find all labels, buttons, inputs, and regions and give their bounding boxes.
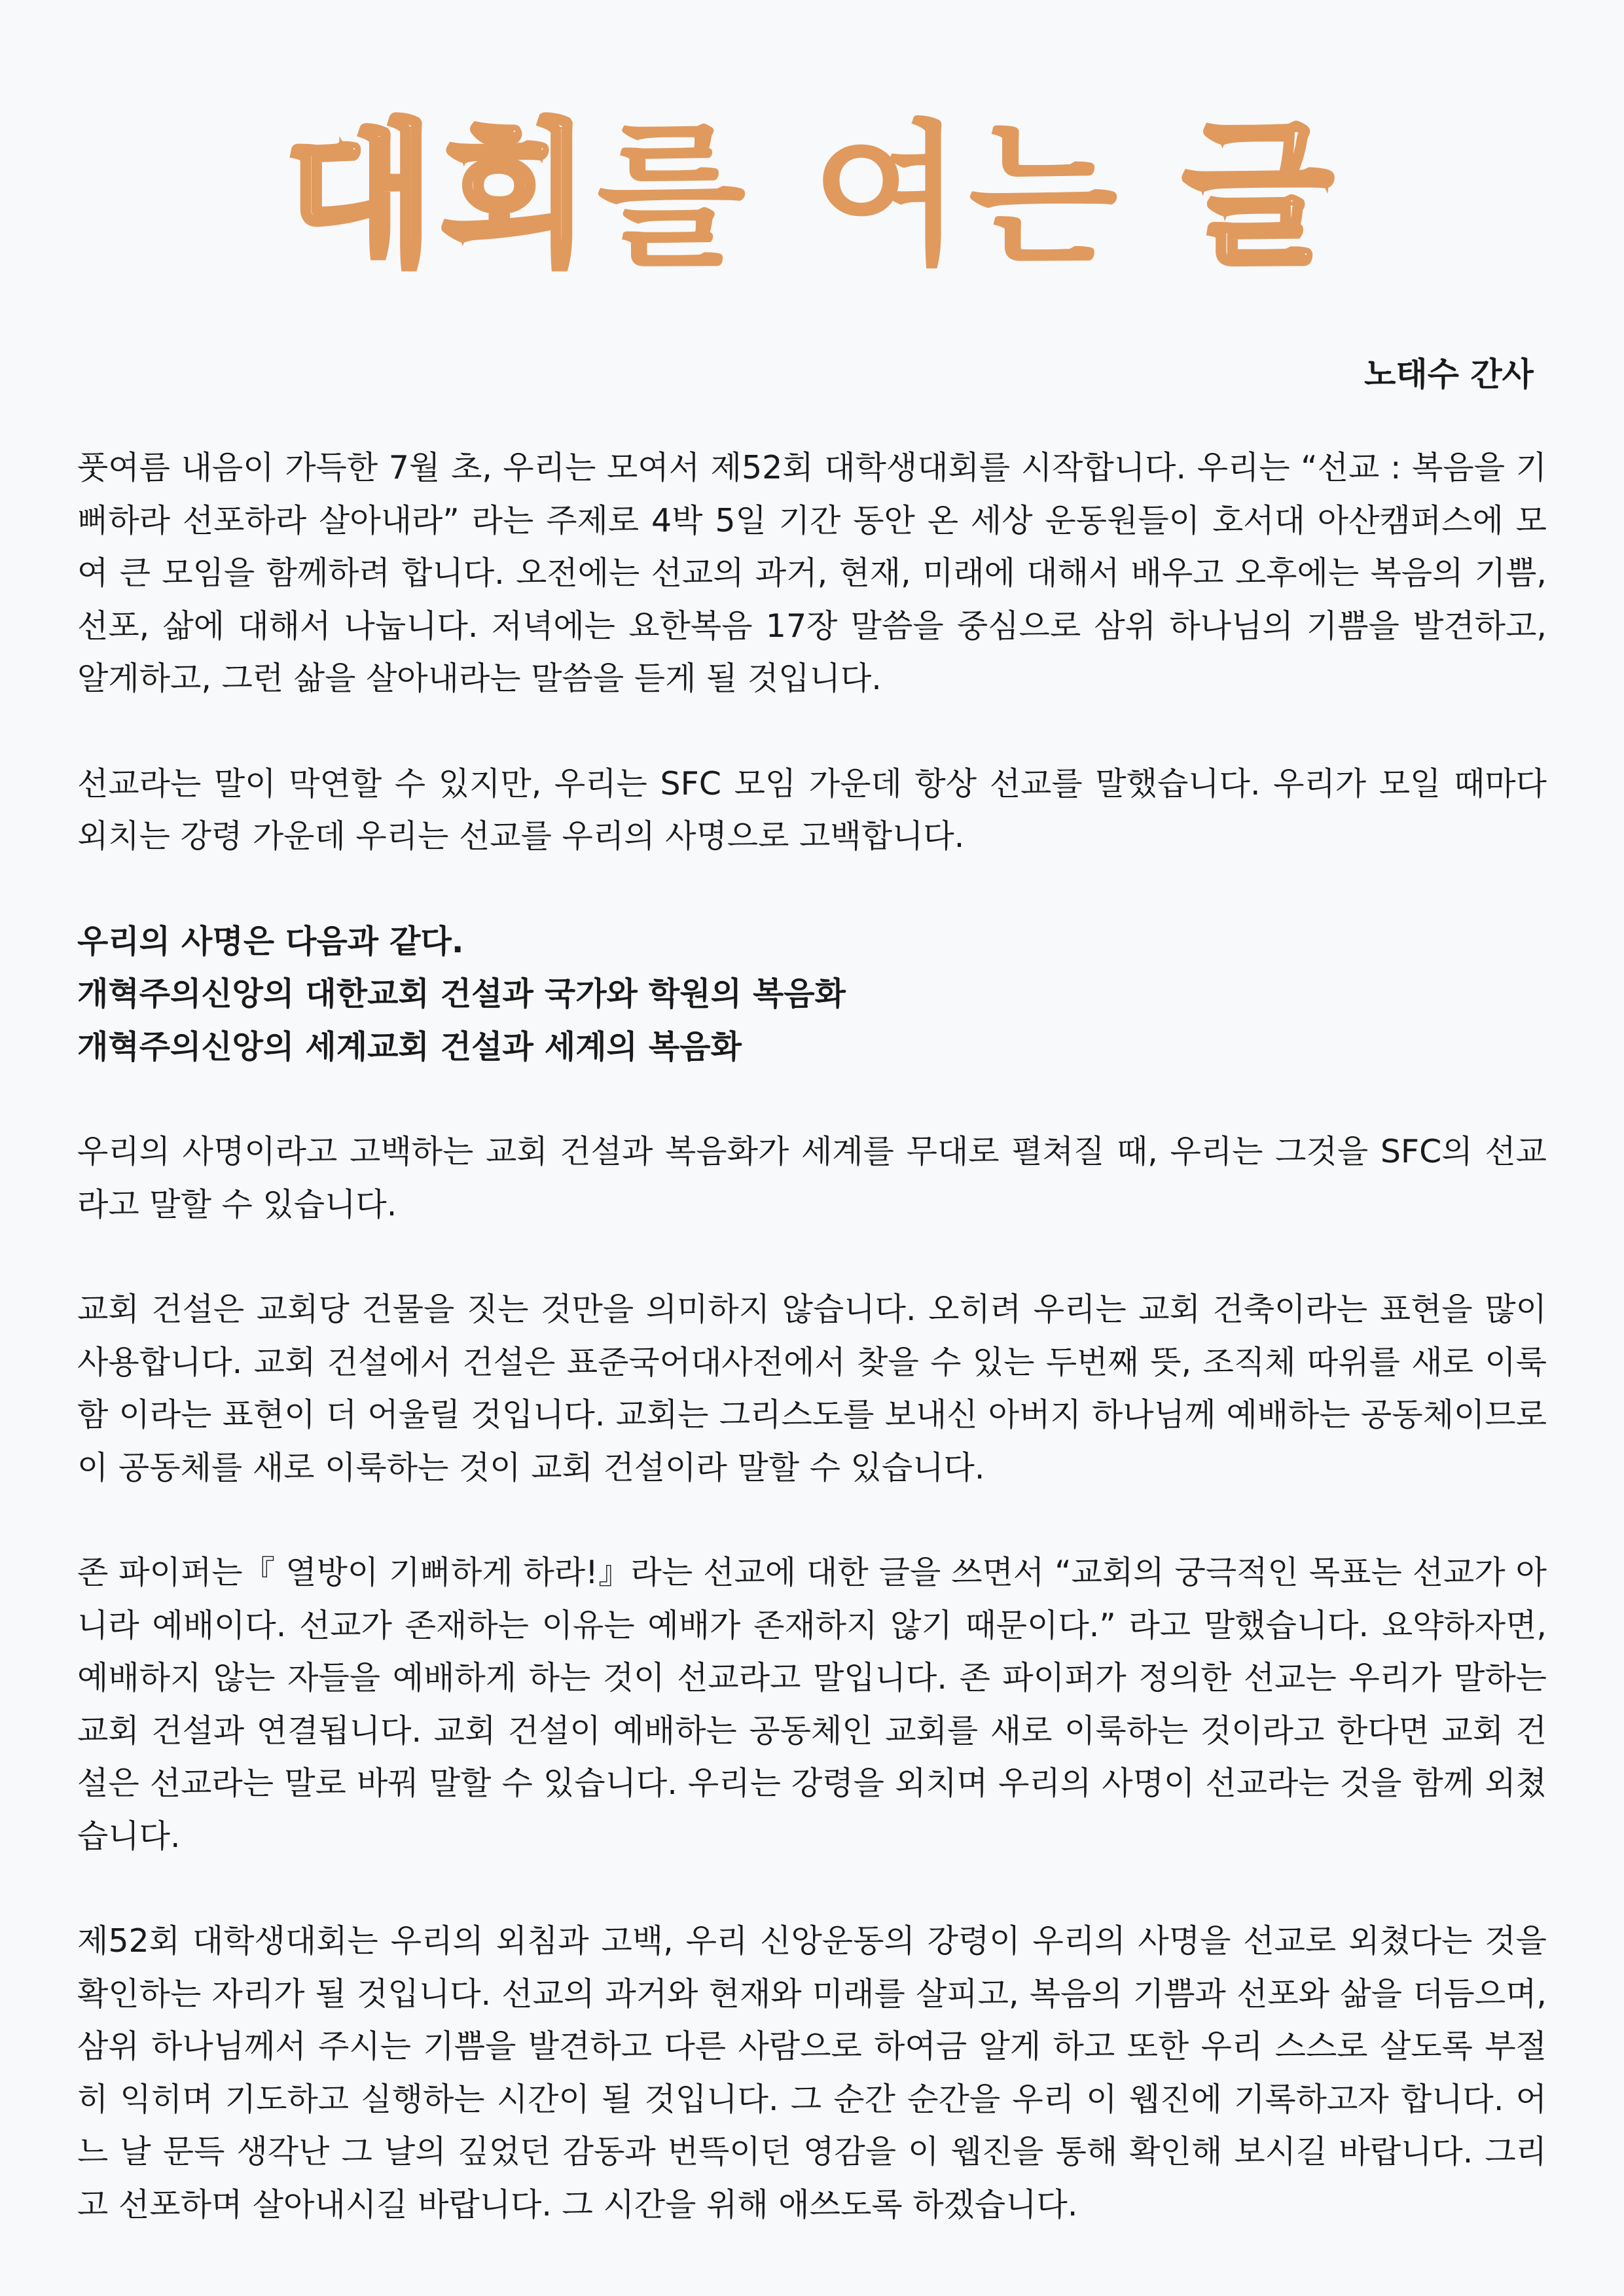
title-outline-part: 대회 (285, 106, 597, 286)
paragraph: 교회 건설은 교회당 건물을 짓는 것만을 의미하지 않습니다. 오히려 우리는 교회 건축이라는 표현을 많이 사용합니다. 교회 건설에서 건설은 표준국어대사전에서 찾을 수 있는 두번째 뜻, 조직체 따위를 새로 이룩함 이라는 표현이 더 어울릴 것입니다. 교회는 그리스도를 보내신 아버지 하나님께 예배하는 공동체이므로 이 공동체를 새로 이룩하는 것이 교회 건설이라 말할 수 있습니다. (77, 1291, 1547, 1486)
mission-statement (77, 916, 1547, 1074)
paragraph: 존 파이퍼는『 열방이 기뻐하게 하라!』라는 선교에 대한 글을 쓰면서 “교회의 궁극적인 목표는 선교가 아니라 예배이다. 선교가 존재하는 이유는 예배가 존재하지 않기 때문이다.” 라고 말했습니다. 요약하자면, 예배하지 않는 자들을 예배하게 하는 것이 선교라고 말입니다. 존 파이퍼가 정의한 선교는 우리가 말하는 교회 건설과 연결됩니다. 교회 건설이 예배하는 공동체인 교회를 새로 이룩하는 것이라고 한다면 교회 건설은 선교라는 말로 바꿔 말할 수 있습니다. 우리는 강령을 외치며 우리의 사명이 선교라는 것을 함께 외쳤습니다. (77, 1554, 1547, 1855)
mission-line: 우리의 사명은 다음과 같다. (77, 922, 464, 960)
paragraph: 선교라는 말이 막연할 수 있지만, 우리는 SFC 모임 가운데 항상 선교를 말했습니다. 우리가 모일 때마다 외치는 강령 가운데 우리는 선교를 우리의 사명으로 고백합니다. (77, 764, 1547, 855)
title-outline-last: 글 (1183, 106, 1339, 286)
paragraph: 우리의 사명이라고 고백하는 교회 건설과 복음화가 세계를 무대로 펼쳐질 때, 우리는 그것을 SFC의 선교라고 말할 수 있습니다. (77, 1133, 1547, 1223)
page-title (0, 98, 1624, 295)
mission-line: 개혁주의신앙의 대한교회 건설과 국가와 학원의 복음화 (77, 975, 846, 1013)
mission-line: 개혁주의신앙의 세계교회 건설과 세계의 복음화 (77, 1028, 742, 1066)
paragraph: 제52회 대학생대회는 우리의 외침과 고백, 우리 신앙운동의 강령이 우리의 사명을 선교로 외쳤다는 것을 확인하는 자리가 될 것입니다. 선교의 과거와 현재와 미래를 살피고, 복음의 기쁨과 선포와 삶을 더듬으며, 삼위 하나님께서 주시는 기쁨을 발견하고 다른 사람으로 하여금 알게 하고 또한 우리 스스로 살도록 부절히 익히며 기도하고 실행하는 시간이 될 것입니다. 그 순간 순간을 우리 이 웹진에 기록하고자 합니다. 어느 날 문득 생각난 그 날의 깊었던 감동과 번뜩이던 영감을 이 웹진을 통해 확인해 보시길 바랍니다. 그리고 선포하며 살아내시길 바랍니다. 그 시간을 위해 애쓰도록 하겠습니다. (77, 1922, 1547, 2223)
body-text (77, 442, 1547, 2284)
paragraph: 풋여름 내음이 가득한 7월 초, 우리는 모여서 제52회 대학생대회를 시작합니다. 우리는 “선교 : 복음을 기뻐하라 선포하라 살아내라” 라는 주제로 4박 5일 기간 동안 온 세상 운동원들이 호서대 아산캠퍼스에 모여 큰 모임을 함께하려 합니다. 오전에는 선교의 과거, 현재, 미래에 대해서 배우고 오후에는 복음의 기쁨, 선포, 삶에 대해서 나눕니다. 저녁에는 요한복음 17장 말씀을 중심으로 삼위 하나님의 기쁨을 발견하고, 알게하고, 그런 삶을 살아내라는 말씀을 듣게 될 것입니다. (77, 449, 1547, 697)
title-filled-part: 를 여는 (596, 106, 1125, 286)
author-byline: 노태수 간사 (1364, 355, 1534, 393)
